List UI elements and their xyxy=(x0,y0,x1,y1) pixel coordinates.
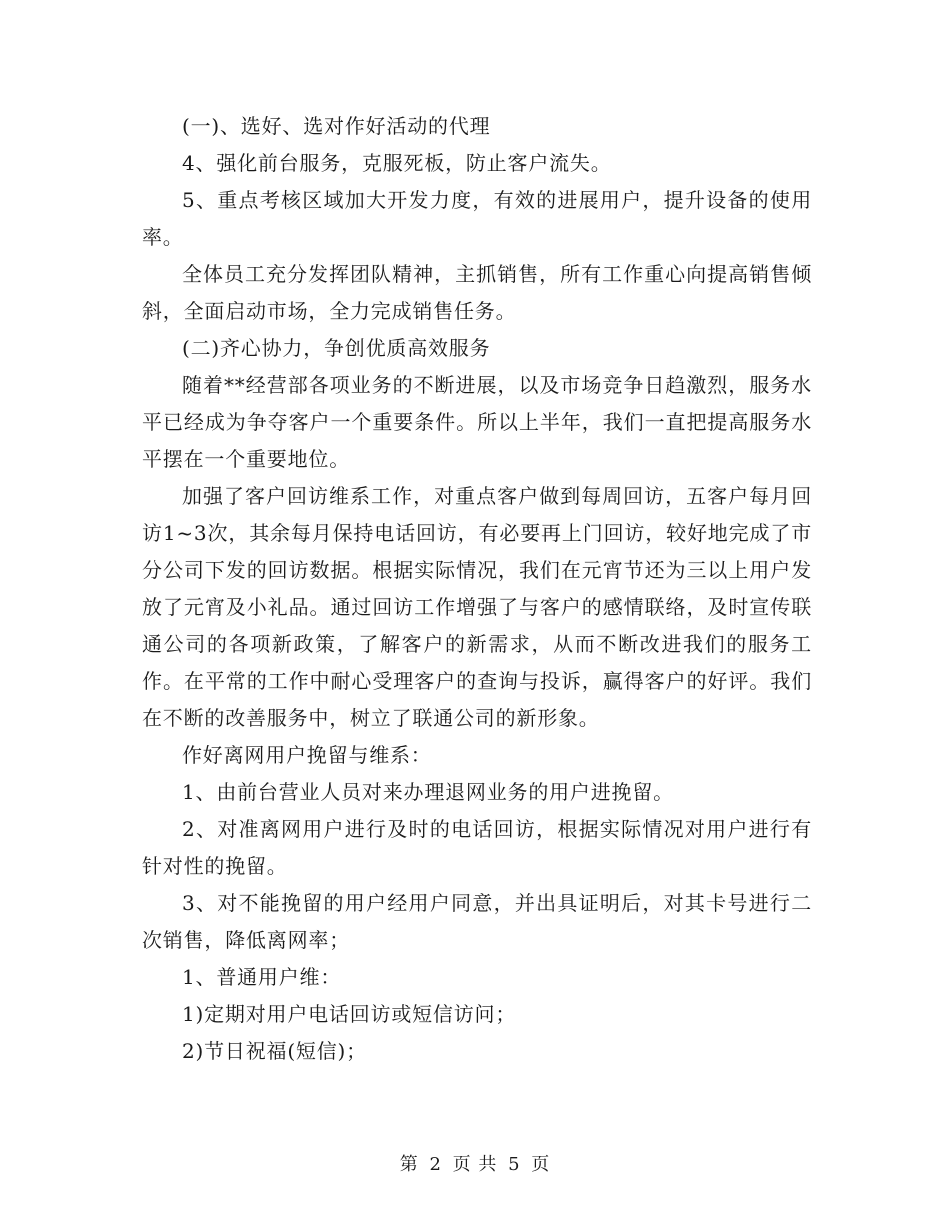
paragraph: (二)齐心协力，争创优质高效服务 xyxy=(182,336,491,360)
paragraph: 全体员工充分发挥团队精神，主抓销售，所有工作重心向提高销售倾斜，全面启动市场，全力完成销售任务。 xyxy=(142,262,812,323)
document-body xyxy=(142,108,812,1070)
paragraph: 加强了客户回访维系工作，对重点客户做到每周回访，五客户每月回访1~3次，其余每月保持电话回访，有必要再上门回访，较好地完成了市分公司下发的回访数据。根据实际情况，我们在元宵节还为三以上用户发放了元宵及小礼品。通过回访工作增强了与客户的感情联络，及时宣传联通公司的各项新政策，了解客户的新需求，从而不断改进我们的服务工作。在平常的工作中耐心受理客户的查询与投诉，赢得客户的好评。我们在不断的改善服务中，树立了联通公司的新形象。 xyxy=(142,484,812,730)
paragraph: 3、对不能挽留的用户经用户同意，并出具证明后，对其卡号进行二次销售，降低离网率； xyxy=(142,891,812,952)
paragraph: 作好离网用户挽留与维系： xyxy=(182,743,432,767)
paragraph: 5、重点考核区域加大开发力度，有效的进展用户，提升设备的使用率。 xyxy=(142,188,812,249)
footer-mid: 页 共 xyxy=(452,1154,498,1175)
paragraph: 2、对准离网用户进行及时的电话回访，根据实际情况对用户进行有针对性的挽留。 xyxy=(142,817,812,878)
paragraph: 随着**经营部各项业务的不断进展，以及市场竞争日趋激烈，服务水平已经成为争夺客户一个重要条件。所以上半年，我们一直把提高服务水平摆在一个重要地位。 xyxy=(142,373,812,471)
footer-prefix: 第 xyxy=(399,1154,419,1175)
footer-suffix: 页 xyxy=(531,1154,551,1175)
paragraph: 1、由前台营业人员对来办理退网业务的用户进挽留。 xyxy=(182,780,674,804)
page-footer xyxy=(0,1150,950,1176)
paragraph: 1、普通用户维： xyxy=(182,965,342,989)
footer-page-number: 2 xyxy=(429,1154,442,1175)
paragraph: (一)、选好、选对作好活动的代理 xyxy=(182,114,491,138)
paragraph: 2)节日祝福(短信)； xyxy=(182,1039,367,1063)
footer-total-pages: 5 xyxy=(508,1154,521,1175)
paragraph: 4、强化前台服务，克服死板，防止客户流失。 xyxy=(182,151,612,175)
paragraph: 1)定期对用户电话回访或短信访问； xyxy=(182,1002,517,1026)
